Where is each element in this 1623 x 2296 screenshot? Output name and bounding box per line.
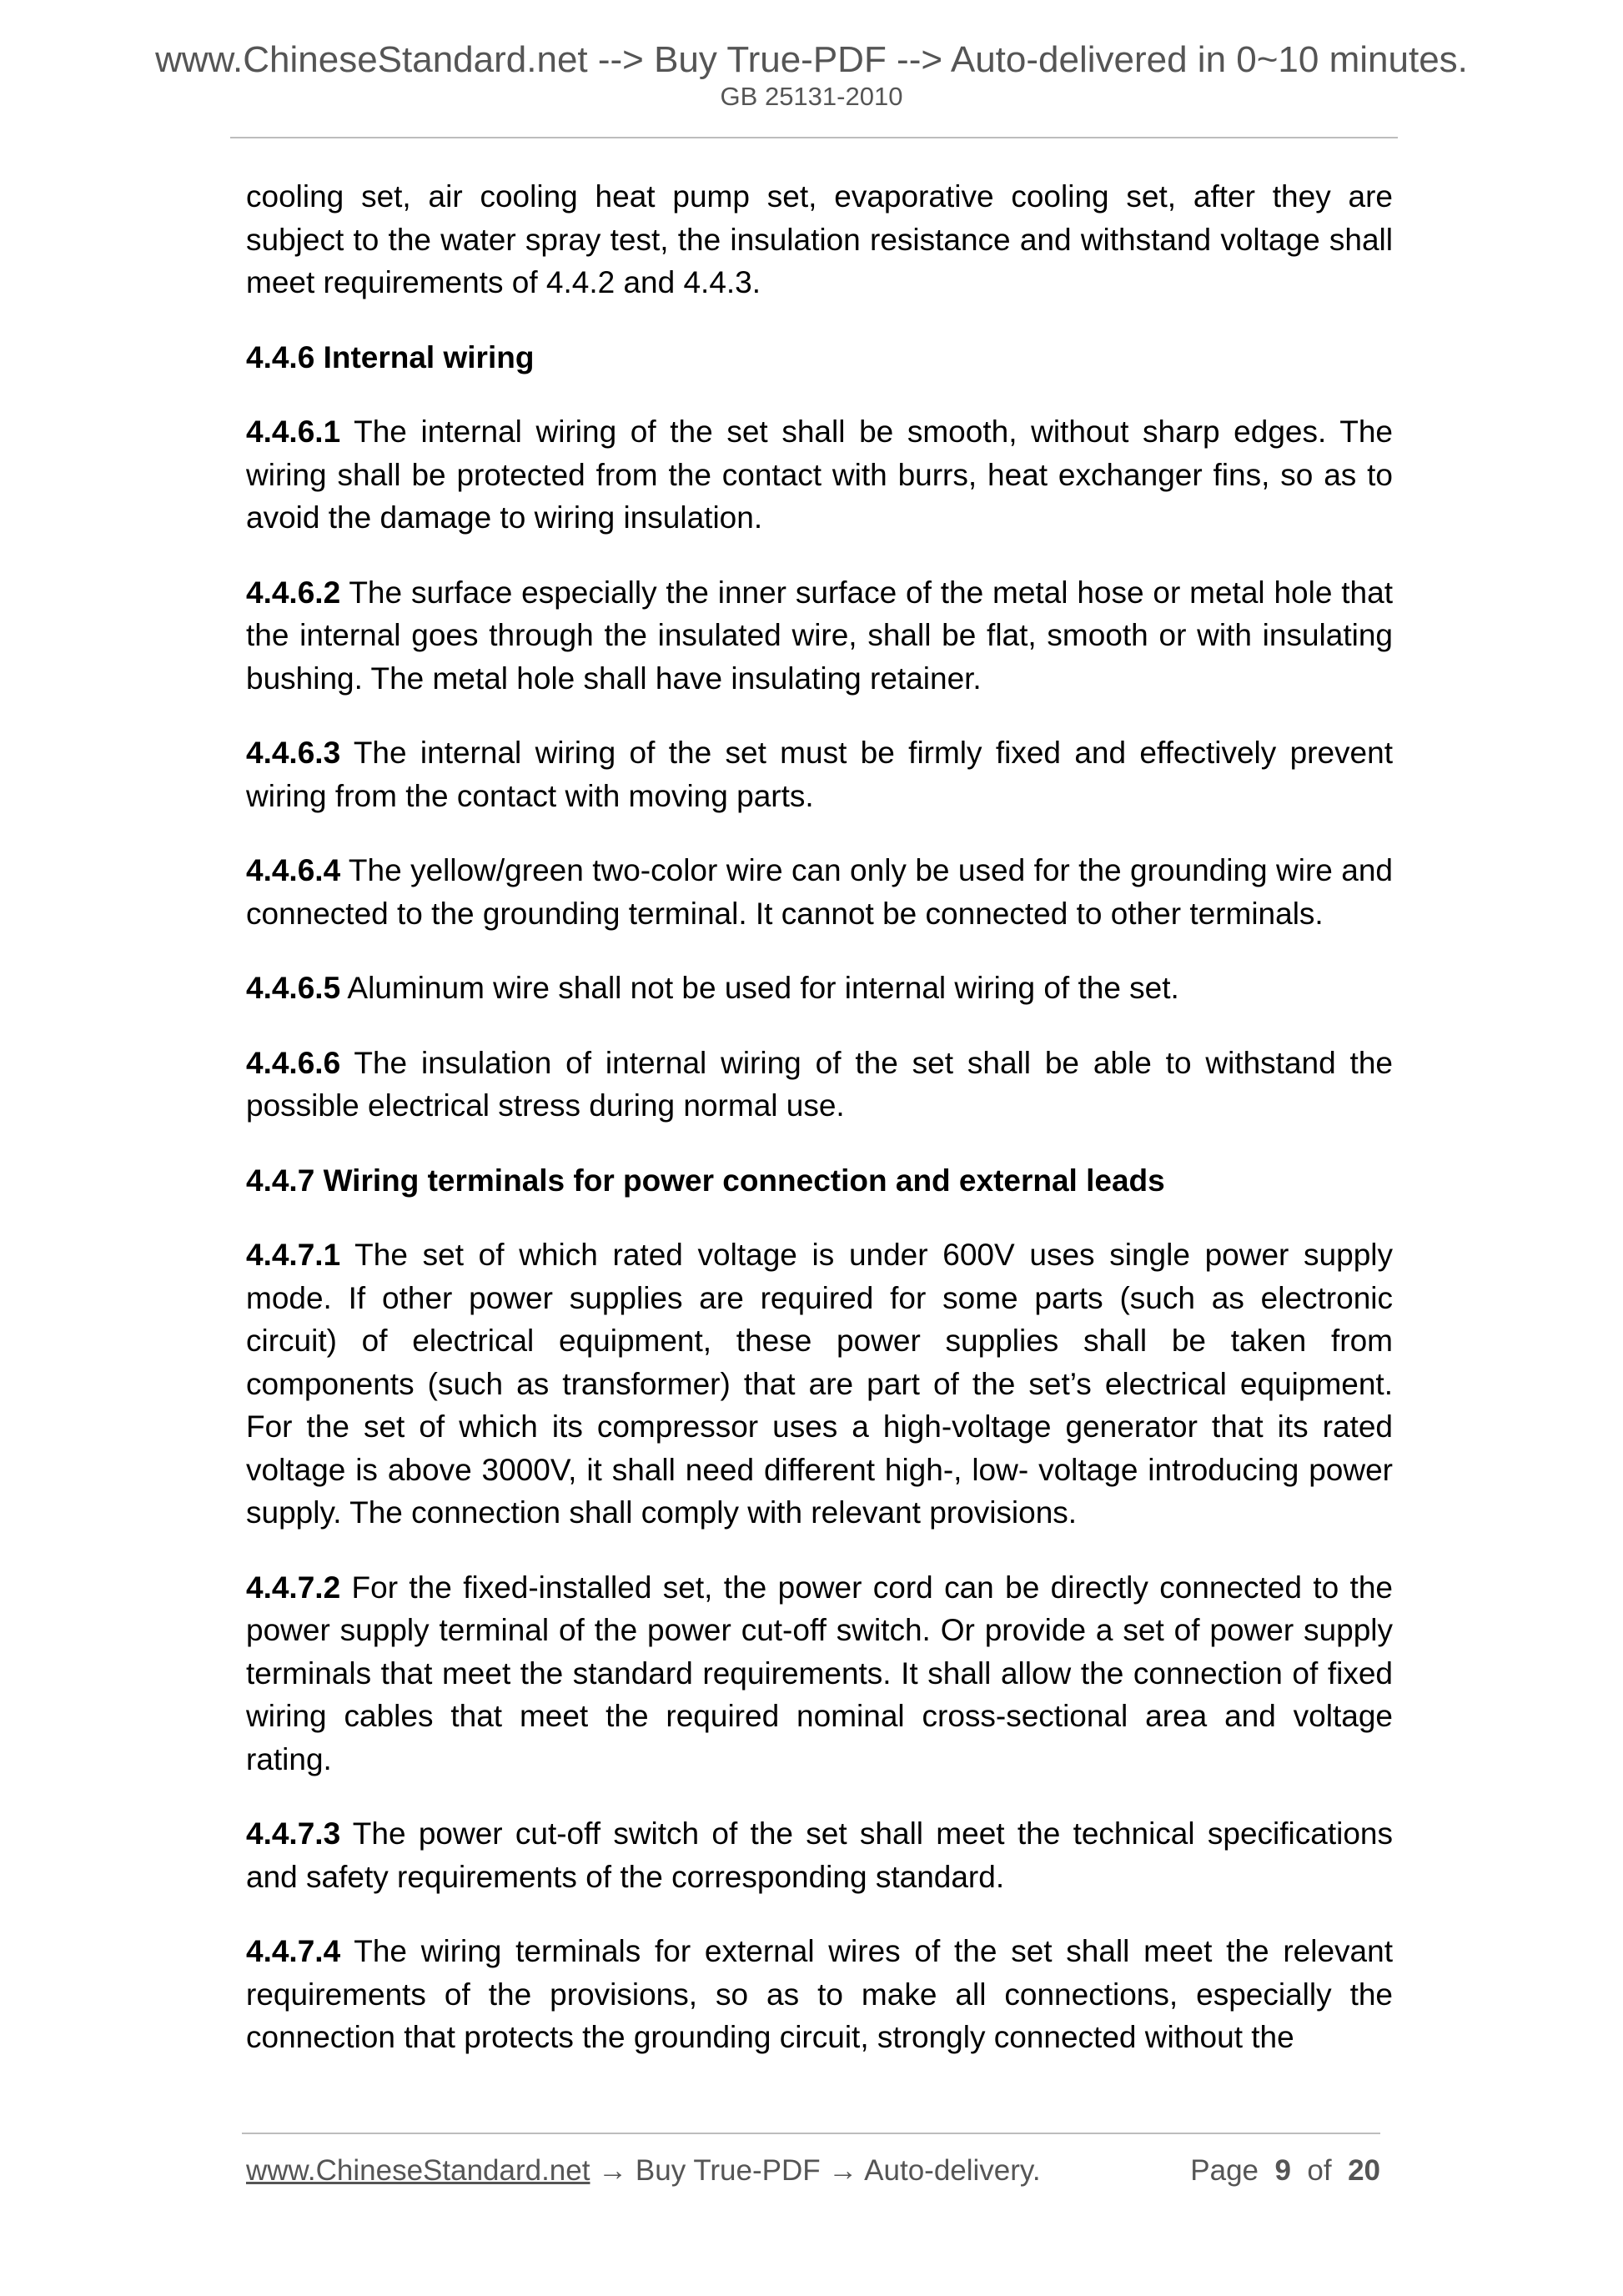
clause-4-4-6-5: [246, 967, 1393, 1010]
clause-text: For the fixed-installed set, the power cord can be directly connected to the power supply terminal of the power cut-off switch. Or provide a set of power supply terminals that meet the standard requirements. It shall allow the connection of fixed wiring cables that meet the required nominal cross-sectional area and voltage rating.: [246, 1570, 1393, 1776]
standard-code: GB 25131-2010: [720, 82, 903, 111]
clause-4-4-6-2: [246, 571, 1393, 701]
header-divider: [230, 137, 1398, 138]
section-heading-4-4-6: 4.4.6 Internal wiring: [246, 339, 535, 374]
clause-text: Aluminum wire shall not be used for internal wiring of the set.: [340, 971, 1179, 1005]
page-footer: [246, 2150, 1380, 2192]
clause-text: The insulation of internal wiring of the set shall be able to withstand the possible electrical stress during normal use.: [246, 1045, 1393, 1123]
clause-4-4-6-1: [246, 410, 1393, 540]
clause-number: 4.4.6.1: [246, 414, 341, 449]
clause-number: 4.4.7.3: [246, 1816, 341, 1851]
clause-4-4-6-3: [246, 731, 1393, 817]
section-heading-4-4-7: 4.4.7 Wiring terminals for power connection and external leads: [246, 1163, 1165, 1198]
clause-4-4-6-4: [246, 849, 1393, 935]
clause-number: 4.4.6.4: [246, 853, 341, 887]
clause-4-4-7-1: [246, 1233, 1393, 1535]
page-indicator: [1190, 2150, 1380, 2192]
page-label: Page: [1190, 2154, 1259, 2187]
of-label: of: [1307, 2154, 1332, 2187]
footer-divider: [242, 2133, 1380, 2134]
clause-4-4-7-4: [246, 1930, 1393, 2059]
clause-number: 4.4.6.6: [246, 1045, 341, 1080]
clause-text: The internal wiring of the set must be firmly fixed and effectively prevent wiring from the contact with moving parts.: [246, 736, 1393, 813]
clause-text: The surface especially the inner surface of the metal hose or metal hole that the internal goes through the insulated wire, shall be flat, smooth or with insulating bushing. The metal hole shall have insulating retainer.: [246, 575, 1393, 696]
clause-number: 4.4.6.3: [246, 736, 341, 770]
clause-number: 4.4.7.4: [246, 1934, 341, 1968]
page-number: 9: [1274, 2154, 1291, 2187]
clause-text: The wiring terminals for external wires of the set shall meet the relevant requirements of the provisions, so as to make all connections, especially the connection that protects the grounding circuit, strongly connected without the: [246, 1934, 1393, 2054]
clause-number: 4.4.6.5: [246, 971, 341, 1005]
footer-promo: [246, 2150, 1041, 2192]
clause-4-4-7-3: [246, 1812, 1393, 1898]
clause-4-4-6-6: [246, 1042, 1393, 1128]
clause-number: 4.4.6.2: [246, 575, 341, 610]
clause-text: The set of which rated voltage is under 600V uses single power supply mode. If other power supplies are required for some parts (such as electronic circuit) of electrical equipment, these power supplies shall be taken from components (such as transformer) that are part of the set’s electrical equipment. For the set of which its compressor uses a high-voltage generator that its rated voltage is above 3000V, it shall need different high-, low- voltage introducing power supply. The connection shall comply with relevant provisions.: [246, 1238, 1393, 1530]
footer-site-link[interactable]: www.ChineseStandard.net: [246, 2154, 590, 2187]
clause-text: The power cut-off switch of the set shall meet the technical specifications and safety requirements of the corresponding standard.: [246, 1816, 1393, 1894]
page-total: 20: [1348, 2154, 1380, 2187]
document-body: [246, 175, 1393, 2091]
clause-text: The yellow/green two-color wire can only be used for the grounding wire and connected to the grounding terminal. It cannot be connected to other terminals.: [246, 853, 1393, 931]
clause-number: 4.4.7.2: [246, 1570, 341, 1605]
intro-paragraph: cooling set, air cooling heat pump set, evaporative cooling set, after they are subject to the water spray test, the insulation resistance and withstand voltage shall meet requirements of 4.4.2 and 4.4.3.: [246, 179, 1393, 299]
clause-number: 4.4.7.1: [246, 1238, 341, 1272]
footer-promo-text: → Buy True-PDF → Auto-delivery.: [590, 2154, 1041, 2187]
clause-4-4-7-2: [246, 1566, 1393, 1781]
top-banner: www.ChineseStandard.net --> Buy True-PDF --> Auto-delivered in 0~10 minutes.: [155, 39, 1468, 80]
clause-text: The internal wiring of the set shall be smooth, without sharp edges. The wiring shall be protected from the contact with burrs, heat exchanger fins, so as to avoid the damage to wiring insulation.: [246, 414, 1393, 535]
